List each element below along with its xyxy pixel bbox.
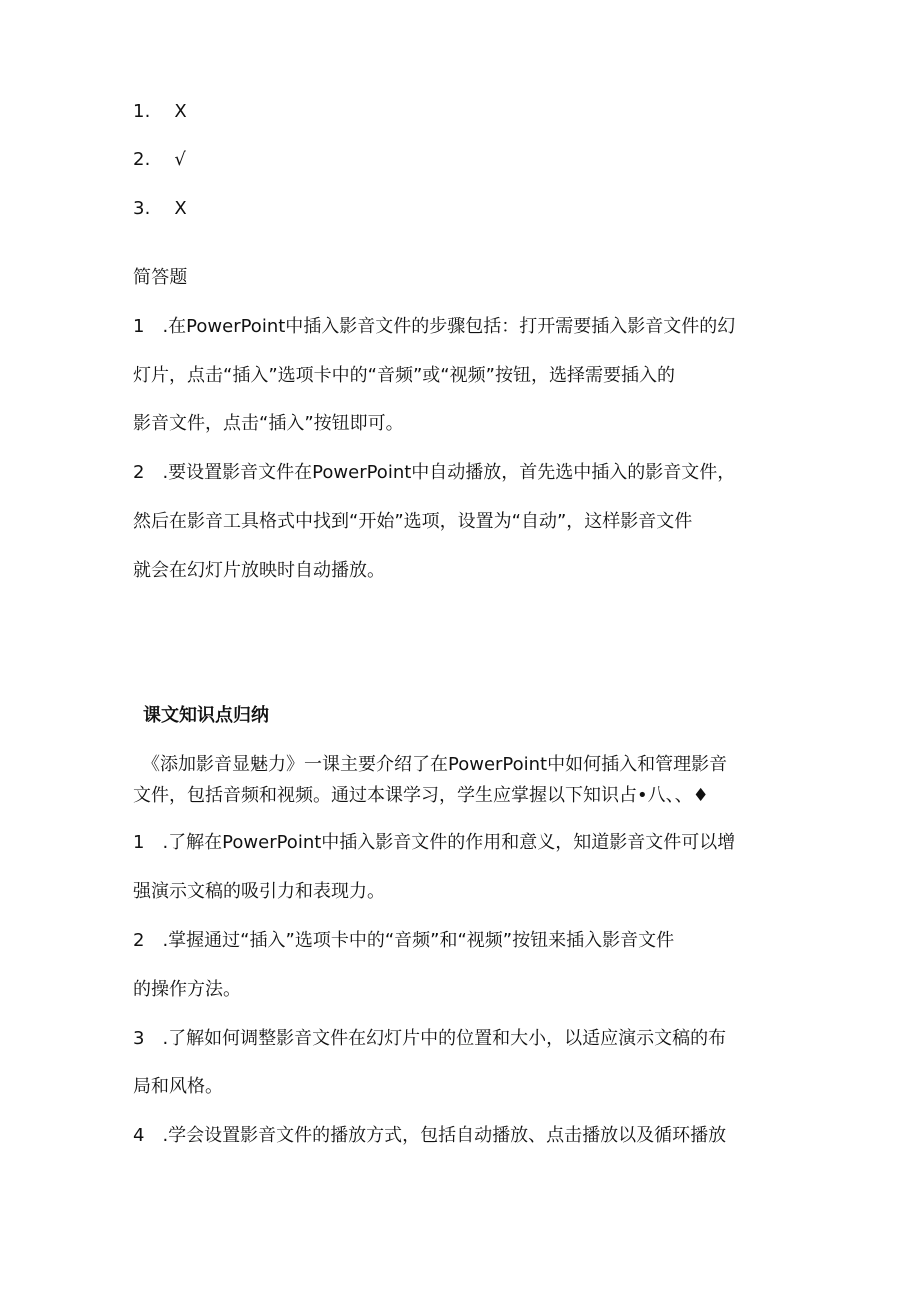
summary-point-1-line-2: 强演示文稿的吸引力和表现力。 [133, 881, 385, 902]
summary-point-1-line-1: 1 .了解在PowerPoint中插入影音文件的作用和意义，知道影音文件可以增 [133, 832, 736, 853]
section-title-short-answer: 简答题 [133, 267, 188, 288]
section-title-summary: 课文知识点归纳 [143, 705, 269, 726]
answer-value: X [174, 198, 187, 219]
answer-value: X [174, 101, 187, 122]
summary-point-4-line-1: 4 .学会设置影音文件的播放方式，包括自动播放、点击播放以及循环播放 [133, 1125, 727, 1146]
summary-point-2-line-1: 2 .掌握通过“插入”选项卡中的“音频”和“视频”按钮来插入影音文件 [133, 930, 675, 951]
answer-value: √ [174, 149, 187, 170]
answer-item-3 [133, 196, 187, 222]
summary-point-3-line-2: 局和风格。 [133, 1076, 223, 1097]
short-answer-2-line-1: 2 .要设置影音文件在PowerPoint中自动播放，首先选中插入的影音文件， [133, 462, 736, 483]
answer-number: 3. [133, 198, 151, 219]
short-answer-2-line-3: 就会在幻灯片放映时自动播放。 [133, 560, 385, 581]
answer-number: 2. [133, 149, 151, 170]
summary-point-3-line-1: 3 .了解如何调整影音文件在幻灯片中的位置和大小，以适应演示文稿的布 [133, 1028, 727, 1049]
short-answer-1-line-2: 灯片，点击“插入”选项卡中的“音频”或“视频”按钮，选择需要插入的 [133, 365, 675, 386]
short-answer-1-line-1: 1 .在PowerPoint中插入影音文件的步骤包括：打开需要插入影音文件的幻 [133, 316, 736, 337]
answer-number: 1. [133, 101, 151, 122]
summary-point-2-line-2: 的操作方法。 [133, 979, 241, 1000]
answer-item-2 [133, 147, 186, 173]
short-answer-1-line-3: 影音文件，点击“插入”按钮即可。 [133, 413, 404, 434]
summary-intro-line-1: 《添加影音显魅力》一课主要介绍了在PowerPoint中如何插入和管理影音 [133, 754, 728, 775]
short-answer-2-line-2: 然后在影音工具格式中找到“开始”选项，设置为“自动”，这样影音文件 [133, 511, 693, 532]
summary-intro-line-2: 文件，包括音频和视频。通过本课学习，学生应掌握以下知识占•八、、♦ [133, 785, 709, 806]
answer-item-1 [133, 99, 187, 125]
